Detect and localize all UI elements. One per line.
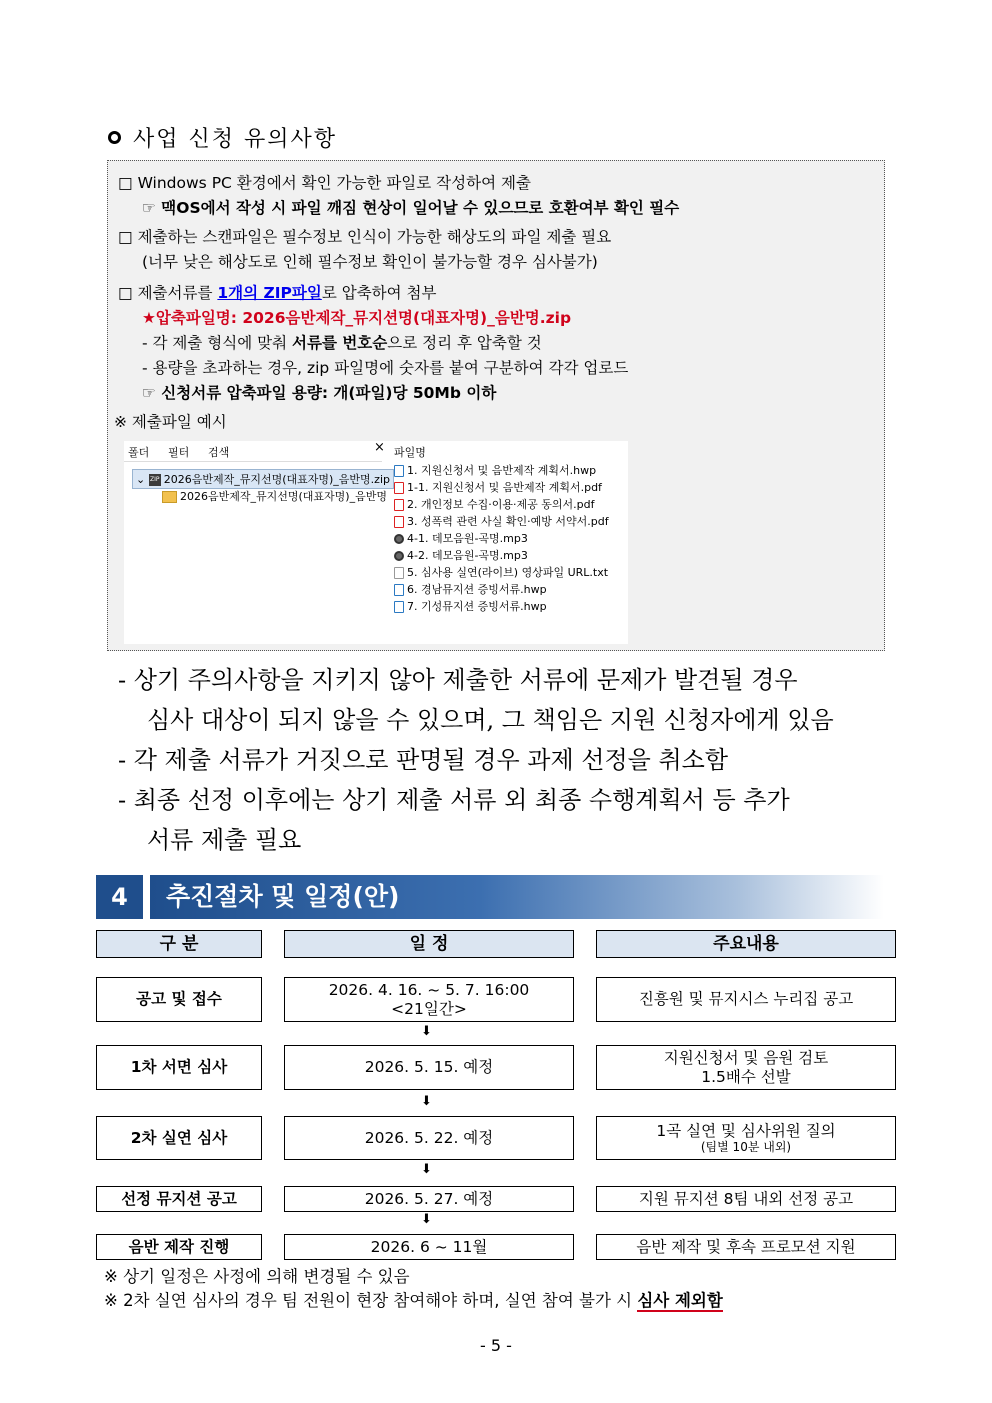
file-item[interactable]: 6. 경남뮤지션 증빙서류.hwp — [394, 581, 547, 597]
pdf-icon — [394, 499, 404, 511]
zip-name: 2026음반제작_뮤지선명(대표자명)_음반명.zip — [163, 473, 390, 486]
file-item[interactable]: 4-2. 데모음원-곡명.mp3 — [394, 547, 528, 563]
detail-1-bold: 서류를 번호순 — [292, 334, 388, 352]
notice-item-2: □ 제출하는 스캔파일은 필수정보 인식이 가능한 해상도의 파일 제출 필요 — [118, 228, 612, 246]
section-band — [96, 875, 884, 919]
date-cell: 2026. 4. 16. ~ 5. 7. 16:00 <21일간> — [284, 977, 574, 1022]
content-cell: 1곡 실연 및 심사위원 질의 (팀별 10분 내외) — [596, 1116, 896, 1160]
folder-tree-item[interactable] — [162, 488, 387, 504]
notice-box — [107, 160, 885, 651]
chevron-down-icon: ⌄ — [136, 473, 146, 486]
note-2-emphasis: 심사 제외함 — [637, 1291, 723, 1310]
notice-item-3-detail-3: ☞ 신청서류 압축파일 용량: 개(파일)당 50Mb 이하 — [142, 384, 497, 402]
folder-icon — [162, 491, 177, 503]
date-cell: 2026. 5. 22. 예정 — [284, 1116, 574, 1160]
detail-1-post: 으로 정리 후 압축할 것 — [387, 334, 542, 352]
close-icon[interactable]: × — [374, 440, 385, 455]
section-number: 4 — [96, 875, 143, 919]
note-1: ※ 상기 일정은 사정에 의해 변경될 수 있음 — [104, 1267, 410, 1286]
arrow-down-icon: ⬇ — [421, 1162, 432, 1177]
file-list-header: 파일명 — [394, 446, 426, 459]
example-label: ※ 제출파일 예시 — [114, 413, 227, 431]
body-paragraph-2: - 각 제출 서류가 거짓으로 판명될 경우 과제 선정을 취소함 — [118, 746, 728, 774]
file-item[interactable]: 2. 개인정보 수집·이용·제공 동의서.pdf — [394, 496, 594, 512]
notice-item-1-sub: ☞ 맥OS에서 작성 시 파일 깨짐 현상이 일어날 수 있으므로 호환여부 확인 필수 — [142, 199, 680, 217]
file-item[interactable]: 4-1. 데모음원-곡명.mp3 — [394, 530, 528, 546]
hwp-icon — [394, 601, 404, 613]
stage-cell: 공고 및 접수 — [96, 977, 262, 1022]
arrow-down-icon: ⬇ — [421, 1094, 432, 1109]
content-cell: 지원 뮤지션 8팀 내외 선정 공고 — [596, 1186, 896, 1212]
body-paragraph-1b: 심사 대상이 되지 않을 수 있으며, 그 책임은 지원 신청자에게 있음 — [147, 706, 834, 734]
content-cell: 음반 제작 및 후속 프로모션 지원 — [596, 1234, 896, 1260]
stage-cell: 선정 뮤지션 공고 — [96, 1186, 262, 1212]
stage-cell: 2차 실연 심사 — [96, 1116, 262, 1160]
content-cell: 지원신청서 및 음원 검토 1.5배수 선발 — [596, 1045, 896, 1090]
file-explorer-example — [124, 441, 628, 644]
zip-filename-rule: ★압축파일명: 2026음반제작_뮤지션명(대표자명)_음반명.zip — [142, 309, 572, 327]
content-cell: 진흥원 및 뮤지시스 누리집 공고 — [596, 977, 896, 1022]
notice-item-3-detail-2: - 용량을 초과하는 경우, zip 파일명에 숫자를 붙여 구분하여 각각 업로드 — [142, 359, 629, 377]
hwp-icon — [394, 584, 404, 596]
file-item[interactable]: 7. 기성뮤지션 증빙서류.hwp — [394, 598, 547, 614]
notice-item-3 — [118, 281, 437, 303]
body-paragraph-3a: - 최종 선정 이후에는 상기 제출 서류 외 최종 수행계획서 등 추가 — [118, 786, 790, 814]
file-list-pane — [392, 441, 628, 644]
arrow-down-icon: ⬇ — [421, 1024, 432, 1039]
date-cell: 2026. 5. 27. 예정 — [284, 1186, 574, 1212]
mp3-icon — [394, 551, 404, 561]
zip-icon: ZIP — [149, 474, 161, 486]
stage-cell: 1차 서면 심사 — [96, 1045, 262, 1090]
header-stage: 구 분 — [96, 930, 262, 958]
body-paragraph-3b: 서류 제출 필요 — [147, 826, 302, 854]
hwp-icon — [394, 465, 404, 477]
tab-search[interactable]: 검색 — [208, 446, 230, 459]
note-2 — [104, 1287, 723, 1311]
header-schedule: 일 정 — [284, 930, 574, 958]
file-item[interactable]: 1. 지원신청서 및 음반제작 계획서.hwp — [394, 462, 596, 478]
page-number: - 5 - — [480, 1336, 512, 1355]
notice-item-3-pre: □ 제출서류를 — [118, 284, 218, 302]
section-band-title: 추진절차 및 일정(안) — [150, 875, 884, 919]
file-item[interactable]: 3. 성폭력 관련 사실 확인·예방 서약서.pdf — [394, 513, 609, 529]
pdf-icon — [394, 482, 404, 494]
date-cell: 2026. 6 ~ 11월 — [284, 1234, 574, 1260]
date-cell: 2026. 5. 15. 예정 — [284, 1045, 574, 1090]
section-title-text: 사업 신청 유의사항 — [133, 127, 338, 152]
folder-name: 2026음반제작_뮤지선명(대표자명)_음반명 — [180, 490, 387, 503]
notice-item-2-sub: (너무 낮은 해상도로 인해 필수정보 확인이 불가능할 경우 심사불가) — [142, 253, 598, 271]
notice-item-1: □ Windows PC 환경에서 확인 가능한 파일로 작성하여 제출 — [118, 174, 531, 192]
header-content: 주요내용 — [596, 930, 896, 958]
detail-1-pre: - 각 제출 형식에 맞춰 — [142, 334, 293, 352]
file-item[interactable]: 5. 심사용 실연(라이브) 영상파일 URL.txt — [394, 564, 608, 580]
arrow-down-icon: ⬇ — [421, 1212, 432, 1227]
tab-filter[interactable]: 필터 — [168, 446, 190, 459]
mp3-icon — [394, 534, 404, 544]
body-paragraph-1a: - 상기 주의사항을 지키지 않아 제출한 서류에 문제가 발견될 경우 — [118, 666, 798, 694]
circle-bullet-icon — [108, 131, 121, 144]
pdf-icon — [394, 516, 404, 528]
explorer-tabs — [124, 441, 382, 462]
zip-tree-item[interactable] — [132, 469, 394, 489]
notice-item-3-detail-1 — [142, 331, 542, 353]
stage-cell: 음반 제작 진행 — [96, 1234, 262, 1260]
notice-item-3-post: 로 압축하여 첨부 — [321, 284, 437, 302]
txt-icon — [394, 567, 404, 579]
note-2-text: ※ 2차 실연 심사의 경우 팀 전원이 현장 참여해야 하며, 실연 참여 불가 시 — [104, 1291, 638, 1310]
file-item[interactable]: 1-1. 지원신청서 및 음반제작 계획서.pdf — [394, 479, 602, 495]
section-title — [108, 122, 337, 153]
zip-file-link[interactable]: 1개의 ZIP파일 — [217, 284, 322, 302]
tab-folder[interactable]: 폴더 — [128, 446, 150, 459]
folder-pane — [124, 440, 390, 644]
